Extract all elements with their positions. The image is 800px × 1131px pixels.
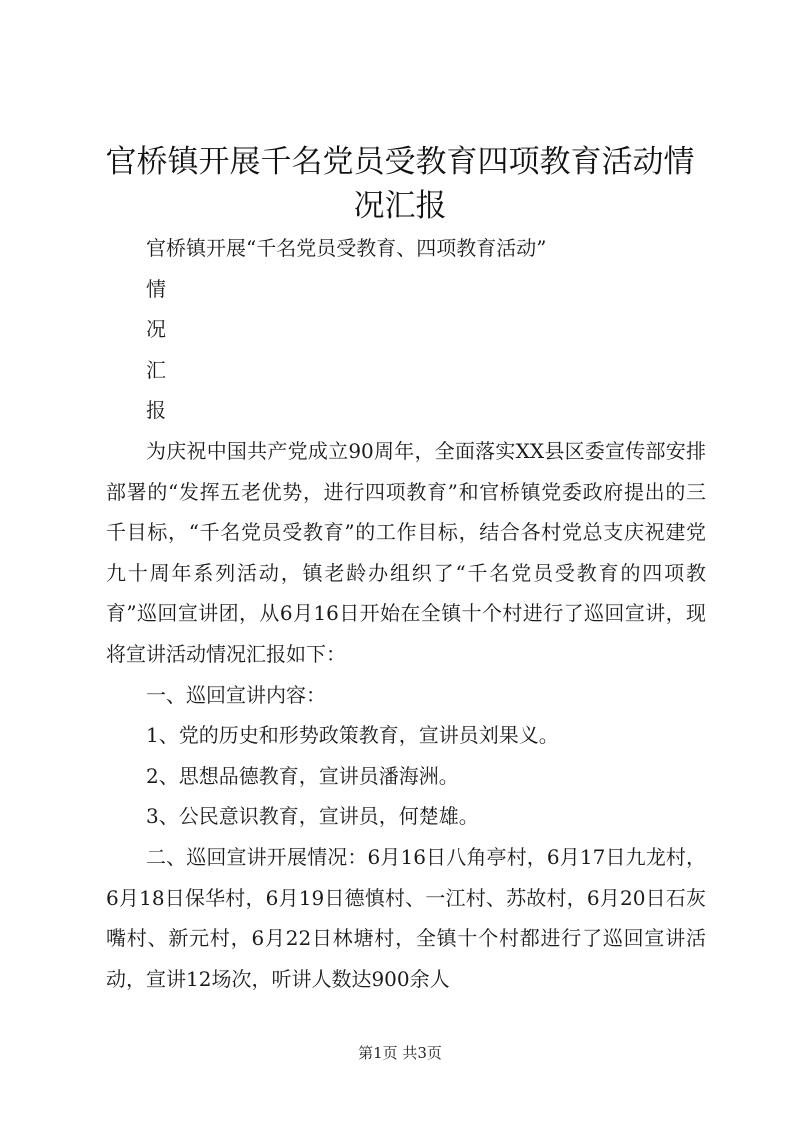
page-footer: 第1页 共3页: [358, 1044, 442, 1062]
document-title: 官桥镇开展千名党员受教育四项教育活动情况汇报: [105, 144, 695, 224]
paragraph-item-1: 1、党的历史和形势政策教育，宣讲员刘果义。: [146, 723, 559, 748]
paragraph-item-2: 2、思想品德教育，宣讲员潘海洲。: [146, 763, 459, 788]
paragraph-section-two: 二、巡回宣讲开展情况：6月16日八角亭村，6月17日九龙村，6月18日保华村，6月19日德慎村、一江村、苏故村，6月20日石灰嘴村、新元村，6月22日林塘村，全镇十个村都进行了巡回宣讲活动，宣讲12场次，听讲人数达900余人: [106, 844, 706, 991]
document-body: [106, 228, 706, 999]
paragraph-section-one-heading: 一、巡回宣讲内容：: [146, 682, 326, 707]
paragraph-char-qing: 情: [146, 276, 166, 301]
paragraph-subtitle: 官桥镇开展“千名党员受教育、四项教育活动”: [146, 236, 547, 260]
paragraph-intro: 为庆祝中国共产党成立90周年，全面落实XX县区委宣传部安排部署的“发挥五老优势，进行四项教育”和官桥镇党委政府提出的三千目标，“千名党员受教育”的工作目标，结合各村党总支庆祝建党九十周年系列活动，镇老龄办组织了“千名党员受教育的四项教育”巡回宣讲团，从6月16日开始在全镇十个村进行了巡回宣讲，现将宣讲活动情况汇报如下：: [106, 438, 706, 666]
paragraph-char-kuang: 况: [146, 317, 166, 342]
paragraph-item-3: 3、公民意识教育，宣讲员，何楚雄。: [146, 804, 479, 829]
paragraph-char-hui: 汇: [146, 357, 166, 382]
paragraph-char-bao: 报: [146, 398, 166, 423]
